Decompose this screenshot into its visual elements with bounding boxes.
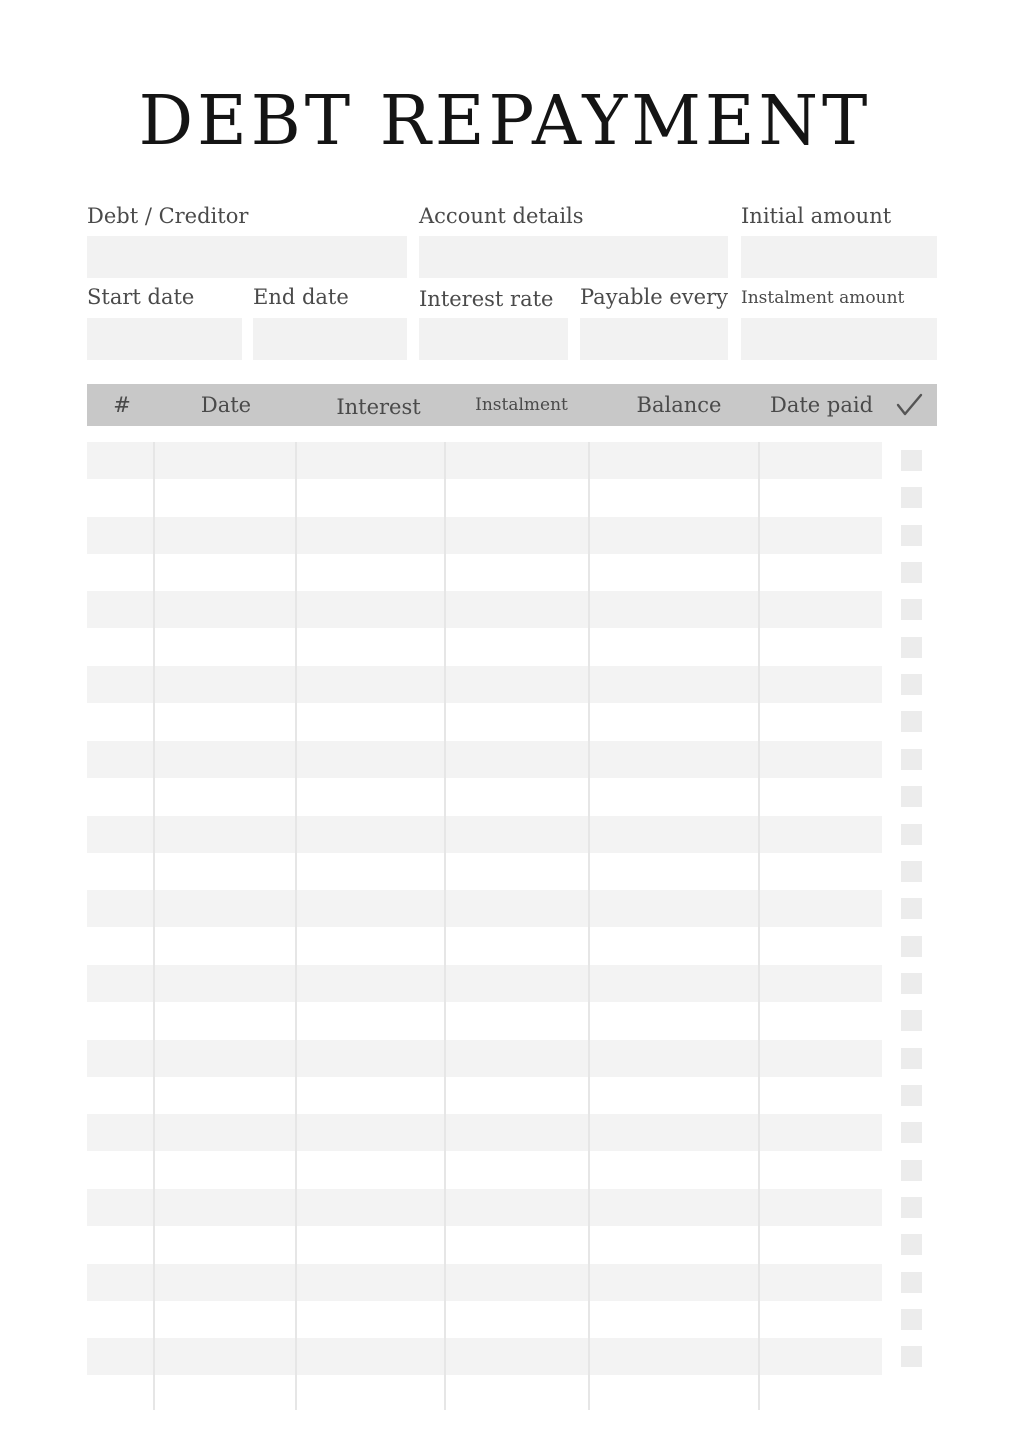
table-row-stripe bbox=[87, 816, 882, 853]
instalment-amount-field[interactable] bbox=[741, 318, 937, 360]
paid-checkbox[interactable] bbox=[901, 749, 922, 770]
paid-checkbox[interactable] bbox=[901, 450, 922, 471]
col-instalment-header: Instalment bbox=[475, 395, 568, 415]
paid-checkbox[interactable] bbox=[901, 1085, 922, 1106]
paid-checkbox[interactable] bbox=[901, 487, 922, 508]
paid-checkbox[interactable] bbox=[901, 711, 922, 732]
paid-checkbox[interactable] bbox=[901, 1309, 922, 1330]
column-divider bbox=[153, 442, 155, 1410]
col-date-paid-header: Date paid bbox=[769, 393, 874, 417]
interest-rate-field[interactable] bbox=[419, 318, 568, 360]
column-divider bbox=[295, 442, 297, 1410]
payable-every-field[interactable] bbox=[580, 318, 728, 360]
end-date-field[interactable] bbox=[253, 318, 407, 360]
table-header bbox=[87, 384, 937, 426]
paid-checkbox[interactable] bbox=[901, 525, 922, 546]
paid-checkbox[interactable] bbox=[901, 674, 922, 695]
table-row-stripe bbox=[87, 442, 882, 479]
table-row-stripe bbox=[87, 1040, 882, 1077]
page-title: DEBT REPAYMENT bbox=[138, 82, 872, 161]
paid-checkbox[interactable] bbox=[901, 786, 922, 807]
paid-checkbox[interactable] bbox=[901, 861, 922, 882]
instalment-amount-label: Instalment amount bbox=[741, 288, 905, 308]
table-row-stripe bbox=[87, 517, 882, 554]
table-row-stripe bbox=[87, 591, 882, 628]
debt-creditor-field[interactable] bbox=[87, 236, 407, 278]
account-details-field[interactable] bbox=[419, 236, 728, 278]
table-row-stripe bbox=[87, 1338, 882, 1375]
account-details-label: Account details bbox=[419, 204, 584, 228]
paid-checkbox[interactable] bbox=[901, 1010, 922, 1031]
paid-checkbox[interactable] bbox=[901, 936, 922, 957]
column-divider bbox=[758, 442, 760, 1410]
check-icon bbox=[895, 391, 923, 419]
table-row-stripe bbox=[87, 666, 882, 703]
paid-checkbox[interactable] bbox=[901, 599, 922, 620]
table-row-stripe bbox=[87, 1264, 882, 1301]
paid-checkbox[interactable] bbox=[901, 1346, 922, 1367]
paid-checkbox[interactable] bbox=[901, 1197, 922, 1218]
table-row-stripe bbox=[87, 1189, 882, 1226]
col-date-header: Date bbox=[200, 393, 252, 417]
table-row-stripe bbox=[87, 741, 882, 778]
paid-checkbox[interactable] bbox=[901, 898, 922, 919]
paid-checkbox[interactable] bbox=[901, 562, 922, 583]
column-divider bbox=[588, 442, 590, 1410]
table-row-stripe bbox=[87, 965, 882, 1002]
paid-checkbox[interactable] bbox=[901, 1160, 922, 1181]
paid-checkbox[interactable] bbox=[901, 1048, 922, 1069]
start-date-label: Start date bbox=[87, 285, 195, 309]
payable-every-label: Payable every bbox=[580, 285, 728, 309]
table-row-stripe bbox=[87, 890, 882, 927]
start-date-field[interactable] bbox=[87, 318, 242, 360]
paid-checkbox[interactable] bbox=[901, 973, 922, 994]
table-row-stripe bbox=[87, 1114, 882, 1151]
initial-amount-label: Initial amount bbox=[741, 204, 892, 228]
column-divider bbox=[444, 442, 446, 1410]
col-interest-header: Interest bbox=[336, 395, 421, 419]
paid-checkbox[interactable] bbox=[901, 824, 922, 845]
initial-amount-field[interactable] bbox=[741, 236, 937, 278]
paid-checkbox[interactable] bbox=[901, 637, 922, 658]
paid-checkbox[interactable] bbox=[901, 1234, 922, 1255]
debt-creditor-label: Debt / Creditor bbox=[87, 204, 249, 228]
end-date-label: End date bbox=[253, 285, 349, 309]
interest-rate-label: Interest rate bbox=[419, 287, 554, 311]
col-balance-header: Balance bbox=[636, 393, 722, 417]
col-number-header: # bbox=[113, 393, 131, 417]
paid-checkbox[interactable] bbox=[901, 1122, 922, 1143]
paid-checkbox[interactable] bbox=[901, 1272, 922, 1293]
